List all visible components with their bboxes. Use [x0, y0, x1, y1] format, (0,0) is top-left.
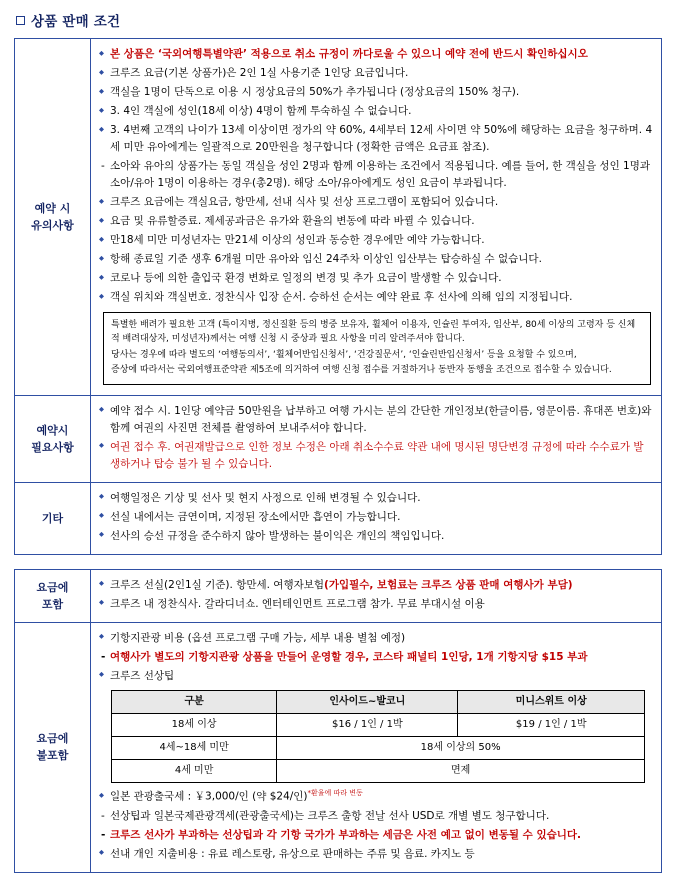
- list-item: ◆ 예약 접수 시. 1인당 예약금 50만원을 납부하고 여행 가시는 분의 간단한 개인정보(한글이름, 영문이름. 휴대폰 번호)와 함께 여권의 사진면 전체를 촬영하여 보내주셔야 합니다.: [99, 403, 653, 437]
- list-item: ◆ 항해 종료일 기준 생후 6개월 미만 유아와 임신 24주차 이상인 임산부는 탑승하실 수 없습니다.: [99, 251, 653, 268]
- item-text: 일본 관광출국세 : ￥3,000/인 (약 $24/인): [110, 790, 308, 803]
- list-item: - 소아와 유아의 상품가는 동일 객실을 성인 2명과 함께 이용하는 조건에서 적용됩니다. 예를 들어, 한 객실을 성인 1명과 소아/유아 1명이 이용하는 경우(총2명). 해당 소아/유아에게도 성인 요금이 부과됩니다.: [99, 158, 653, 192]
- list-item: ◆ 코로나 등에 의한 출입국 환경 변화로 일정의 변경 및 추가 요금이 발생할 수 있습니다.: [99, 270, 653, 287]
- page-title-text: 상품 판매 조건: [31, 14, 121, 30]
- list-item: ◆ 선사의 승선 규정을 준수하지 않아 발생하는 불이익은 개인의 책임입니다.: [99, 528, 653, 545]
- row-body-reservation-requirements: [91, 395, 662, 482]
- list-item: - 여행사가 별도의 기항지관광 상품을 만들어 운영할 경우, 코스타 패널티 1인당, 1개 기항지당 $15 부과: [99, 649, 653, 666]
- table-header-row: [112, 690, 645, 713]
- price-inclusion-table: [14, 569, 662, 873]
- fee-cell: 면제: [277, 760, 645, 783]
- square-bullet-icon: [16, 16, 25, 25]
- fee-cell: $16 / 1인 / 1박: [277, 713, 458, 736]
- table-row: [15, 39, 662, 396]
- note-line: 당사는 경우에 따라 별도의 ‘여행동의서’, ‘휠체어반입신청서’, ‘건강질문서’, ‘인슐린반입신청서’ 등을 요청할 수 있으며,: [111, 349, 577, 360]
- item-text-superscript: *환율에 따라 변동: [307, 789, 363, 798]
- row-label-reservation-notice: [15, 39, 91, 396]
- label-line-2: 불포함: [36, 749, 69, 763]
- list-item: ◆ 크루즈 선상팁: [99, 668, 653, 685]
- etc-list: [99, 490, 653, 545]
- item-text-emphasis: (가입필수, 보험료는 크루즈 상품 판매 여행사가 부담): [324, 578, 573, 591]
- label-line-2: 필요사항: [31, 440, 74, 454]
- row-body-etc: [91, 482, 662, 554]
- list-item: ◆ 선내 개인 지출비용 : 유료 레스토랑, 유상으로 판매하는 주류 및 음료. 카지노 등: [99, 846, 653, 863]
- fee-header-cell: 미니스위트 이상: [458, 690, 645, 713]
- list-item: ◆ 객실을 1명이 단독으로 이용 시 정상요금의 50%가 추가됩니다 (정상요금의 150% 청구).: [99, 84, 653, 101]
- list-item: [99, 577, 653, 594]
- note-line: 특별한 배려가 필요한 고객 (특이지병, 정신질환 등의 병중 보유자, 휠체어 이용자, 인슐린 투여자, 임산부, 80세 이상의 고령자 등 신체적 배려대상자, 미성년자)께서는 여행 신청 시 중상과 필요 사항을 미리 알려주셔야 합니다.: [111, 320, 636, 345]
- list-item: ◆ 요금 및 유류할증료. 제세공과금은 유가와 환율의 변동에 따라 바뀔 수 있습니다.: [99, 213, 653, 230]
- label-line-1: 예약 시: [34, 201, 71, 215]
- gratuity-fee-table: [111, 690, 645, 784]
- list-item: ◆ 본 상품은 ‘국외여행특별약관’ 적용으로 취소 규정이 까다로울 수 있으니 예약 전에 반드시 확인하십시오: [99, 46, 653, 63]
- table-row: [15, 569, 662, 622]
- list-item: - 크루즈 선사가 부과하는 선상팁과 각 기항 국가가 부과하는 세금은 사전 예고 없이 변동될 수 있습니다.: [99, 827, 653, 844]
- row-body-included: [91, 569, 662, 622]
- not-included-list: [99, 630, 653, 685]
- list-item: ◆ 여권 접수 후. 여권재발급으로 인한 정보 수정은 아래 취소수수료 약관 내에 명시된 명단변경 규정에 따라 수수료가 발생하거나 탑승 불가 될 수 있습니다.: [99, 439, 653, 473]
- row-label-included: [15, 569, 91, 622]
- row-label-reservation-requirements: [15, 395, 91, 482]
- label-line-2: 포함: [41, 597, 64, 611]
- page-title: [16, 10, 662, 30]
- fee-cell: $19 / 1인 / 1박: [458, 713, 645, 736]
- included-list: [99, 577, 653, 613]
- list-item: ◆ 3. 4번째 고객의 나이가 13세 이상이면 정가의 약 60%, 4세부터 12세 사이면 약 50%에 해당하는 요금을 청구하며. 4세 미만 유아에게는 일괄적으로 20만원을 청구합니다 (정확한 금액은 요금표 참조).: [99, 122, 653, 156]
- list-item: ◆ 3. 4인 객실에 성인(18세 이상) 4명이 함께 투숙하실 수 없습니다.: [99, 103, 653, 120]
- list-item: ◆ 선실 내에서는 금연이며, 지정된 장소에서만 흡연이 가능합니다.: [99, 509, 653, 526]
- list-item: ◆ 크루즈 내 정찬식사. 갈라디너쇼. 엔터테인먼트 프로그램 참가. 무료 부대시설 이용: [99, 596, 653, 613]
- list-item: ◆ 크루즈 요금(기본 상품가)은 2인 1실 사용기준 1인당 요금입니다.: [99, 65, 653, 82]
- label-line-1: 요금에: [36, 732, 69, 746]
- label-line-1: 예약시: [36, 423, 69, 437]
- label-line-1: 요금에: [36, 580, 69, 594]
- list-item: ◆ 객실 위치와 객실번호. 정찬식사 입장 순서. 승하선 순서는 예약 완료 후 선사에 의해 임의 지정됩니다.: [99, 289, 653, 306]
- row-body-not-included: [91, 622, 662, 872]
- table-row: [112, 713, 645, 736]
- label-line-1: 기타: [41, 511, 64, 525]
- fee-header-cell: 인사이드~발코니: [277, 690, 458, 713]
- notice-list: [99, 46, 653, 306]
- item-text: 크루즈 선실(2인1실 기준). 항만세. 여행자보험: [110, 578, 325, 591]
- terms-table: [14, 38, 662, 555]
- fee-cell: 18세 이상: [112, 713, 277, 736]
- special-care-note-box: [103, 312, 651, 385]
- list-item: - 선상팁과 일본국제관광객세(관광출국세)는 크루즈 출항 전날 선사 USD로 개별 별도 청구합니다.: [99, 808, 653, 825]
- row-label-not-included: [15, 622, 91, 872]
- fee-cell: 18세 이상의 50%: [277, 736, 645, 759]
- table-row: [112, 760, 645, 783]
- list-item: ◆ 크루즈 요금에는 객실요금, 항만세, 선내 식사 및 선상 프로그램이 포함되어 있습니다.: [99, 194, 653, 211]
- requirements-list: [99, 403, 653, 473]
- row-label-etc: [15, 482, 91, 554]
- note-line: 증상에 따라서는 국외여행표준약관 제5조에 의거하여 여행 신청 접수를 거절하거나 동반자 동행을 조건으로 접수할 수 있습니다.: [111, 365, 612, 376]
- table-row: [112, 736, 645, 759]
- list-item: ◆ 만18세 미만 미성년자는 만21세 이상의 성인과 동승한 경우에만 예약 가능합니다.: [99, 232, 653, 249]
- not-included-list-2: [99, 788, 653, 863]
- label-line-2: 유의사항: [31, 218, 74, 232]
- list-item: [99, 788, 653, 806]
- fee-cell: 4세 미만: [112, 760, 277, 783]
- table-row: [15, 622, 662, 872]
- list-item: ◆ 여행일정은 기상 및 선사 및 현지 사정으로 인해 변경될 수 있습니다.: [99, 490, 653, 507]
- list-item: ◆ 기항지관광 비용 (옵션 프로그램 구매 가능, 세부 내용 별첨 예정): [99, 630, 653, 647]
- table-row: [15, 395, 662, 482]
- fee-cell: 4세~18세 미만: [112, 736, 277, 759]
- row-body-reservation-notice: [91, 39, 662, 396]
- table-row: [15, 482, 662, 554]
- fee-header-cell: 구분: [112, 690, 277, 713]
